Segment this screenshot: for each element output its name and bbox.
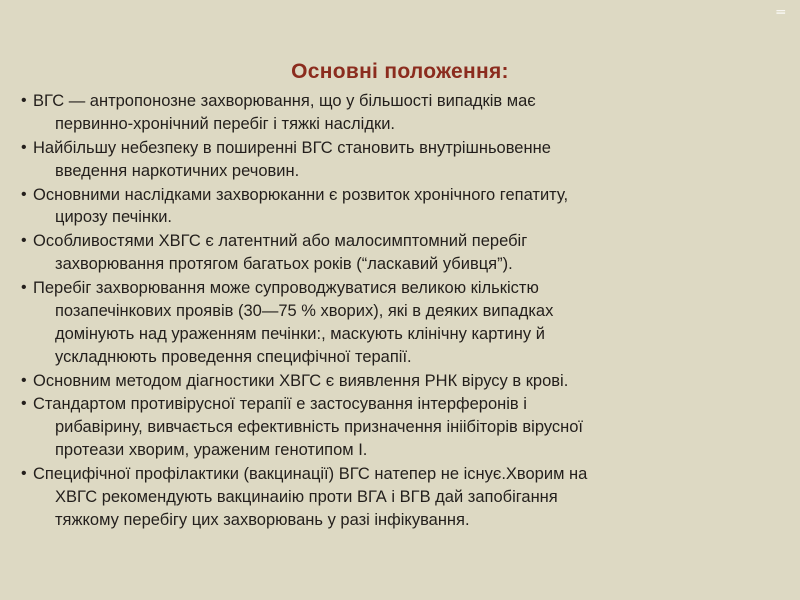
bullet-item <box>21 393 751 461</box>
bullet-text-line: рибавірину, вивчається ефективність призначення ініібіторів вірусної <box>55 418 584 437</box>
bullet-text-line: ускладнюють проведення специфічної терапії. <box>55 347 412 366</box>
slide-title: Основні положення: <box>291 60 509 83</box>
bullet-text-line: протеази хворим, ураженим генотипом I. <box>55 441 368 460</box>
bullet-text-line: первинно-хронічний перебіг і тяжкі наслідки. <box>55 114 395 133</box>
bullet-text-line: позапечінкових проявів (30—75 % хворих), які в деяких випадках <box>55 301 554 320</box>
bullet-text-line: введення наркотичних речовин. <box>55 161 300 180</box>
bullet-text-line: цирозу печінки. <box>55 208 173 227</box>
bullet-text-line: Специфічної профілактики (вакцинації) ВГС натепер не існує.Хворим на <box>33 465 588 484</box>
bullet-dot-icon: • <box>21 465 27 483</box>
bullet-item <box>21 184 751 230</box>
bullet-item <box>21 463 751 531</box>
bullet-text-line: Стандартом противірусної терапії е застосування інтерферонів і <box>33 395 527 414</box>
bullet-dot-icon: • <box>21 371 27 389</box>
bullet-text-line: Особливостями ХВГС є латентний або малосимптомний перебіг <box>33 232 528 251</box>
bullet-dot-icon: • <box>21 138 27 156</box>
bullet-list <box>21 90 751 533</box>
bullet-item <box>21 230 751 276</box>
bullet-dot-icon: • <box>21 232 27 250</box>
bullet-text-line: домінують над ураженням печінки:, маскують клінічну картину й <box>55 324 545 343</box>
bullet-dot-icon: • <box>21 279 27 297</box>
bullet-item <box>21 370 751 393</box>
bullet-item <box>21 137 751 183</box>
corner-decoration-icon: ≡≡ <box>776 7 785 17</box>
bullet-text-line: тяжкому перебігу цих захворювань у разі інфікування. <box>55 510 470 529</box>
bullet-text-line: Найбільшу небезпеку в поширенні ВГС становить внутрішньовенне <box>33 138 551 157</box>
bullet-text-line: Основними наслідками захворюканни є розвиток хронічного гепатиту, <box>33 185 569 204</box>
bullet-dot-icon: • <box>21 395 27 413</box>
bullet-item <box>21 90 751 136</box>
bullet-item <box>21 277 751 368</box>
bullet-text-line: захворювання протягом багатьох років (“ласкавий убивця”). <box>55 255 513 274</box>
bullet-text-line: ВГС — антропонозне захворювання, що у більшості випадків має <box>33 92 536 110</box>
bullet-dot-icon: • <box>21 92 27 109</box>
bullet-text-line: Основним методом діагностики ХВГС є виявлення РНК вірусу в крові. <box>33 371 569 390</box>
bullet-text-line: Перебіг захворювання може супроводжуватися великою кількістю <box>33 279 539 298</box>
bullet-dot-icon: • <box>21 185 27 203</box>
bullet-text-line: ХВГС рекомендують вакцинаиію проти ВГА і ВГВ дай запобігання <box>55 487 558 506</box>
